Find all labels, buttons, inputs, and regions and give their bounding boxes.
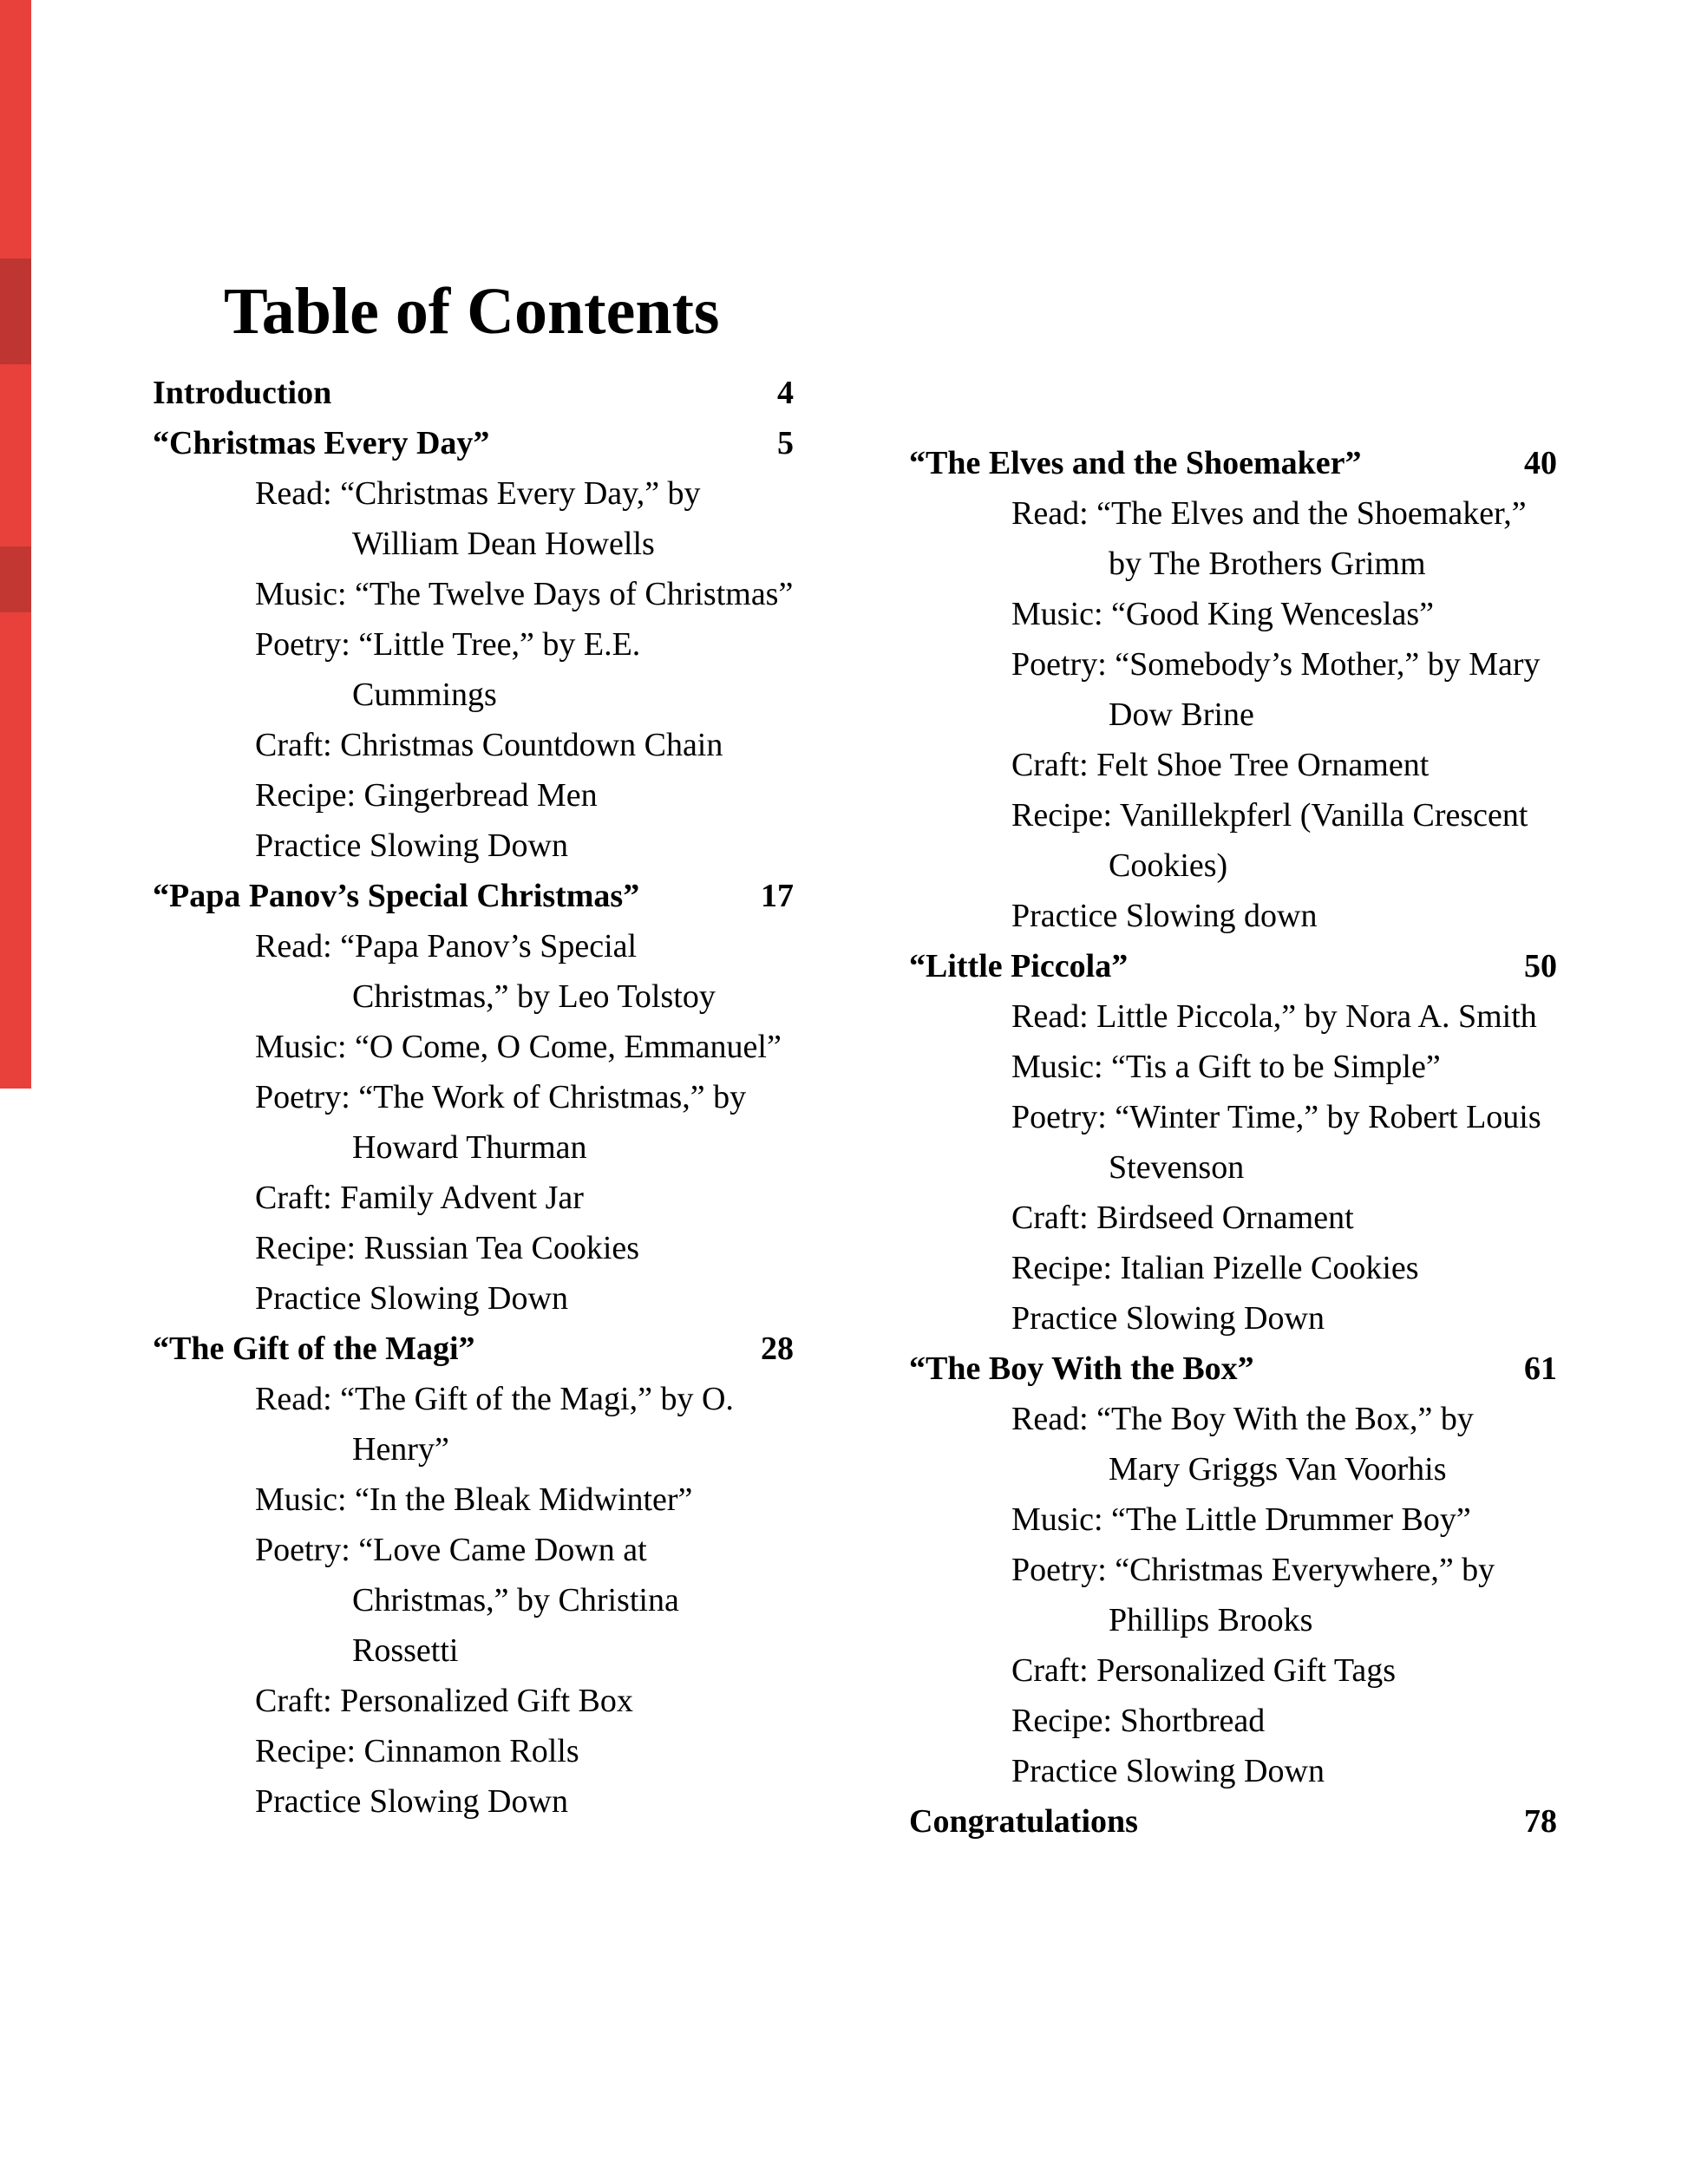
toc-entry-row: Music: “The Little Drummer Boy” <box>1011 1501 1471 1538</box>
toc-entry-row: Practice Slowing down <box>1011 898 1318 934</box>
toc-entry-row: Poetry: “Christmas Everywhere,” by <box>1011 1552 1495 1588</box>
toc-section-row <box>153 1324 794 1374</box>
toc-entry-row: Read: “The Boy With the Box,” by <box>1011 1401 1474 1437</box>
toc-left-column <box>153 368 794 1827</box>
toc-entry-row: Music: “The Twelve Days of Christmas” <box>255 576 794 612</box>
toc-section-row <box>909 1344 1557 1394</box>
toc-entry-row: Recipe: Shortbread <box>1011 1703 1266 1739</box>
toc-page-number: 61 <box>1524 1350 1557 1387</box>
toc-page-number: 4 <box>777 375 794 411</box>
toc-entry-row: Practice Slowing Down <box>255 827 568 864</box>
toc-entry-row: Poetry: “Love Came Down at <box>255 1532 647 1568</box>
page-title: Table of Contents <box>224 274 720 348</box>
toc-entry-row: Poetry: “Winter Time,” by Robert Louis <box>1011 1099 1541 1135</box>
toc-page-number: 78 <box>1524 1803 1557 1840</box>
toc-section-row <box>153 368 794 418</box>
toc-entry-row: Mary Griggs Van Voorhis <box>1109 1451 1447 1488</box>
toc-section-title: “Christmas Every Day” <box>153 425 490 461</box>
toc-section-title: “Little Piccola” <box>909 948 1129 984</box>
toc-section-row <box>909 1796 1557 1847</box>
toc-entry-row: Craft: Family Advent Jar <box>255 1180 584 1216</box>
toc-entry-row: Craft: Birdseed Ornament <box>1011 1200 1354 1236</box>
toc-entry-row: Music: “In the Bleak Midwinter” <box>255 1481 693 1518</box>
toc-entry-row: Poetry: “Little Tree,” by E.E. <box>255 626 641 663</box>
toc-entry-row: Practice Slowing Down <box>1011 1753 1325 1789</box>
toc-right-column <box>909 438 1557 1847</box>
toc-entry-row: Read: “Christmas Every Day,” by <box>255 475 701 512</box>
toc-entry-row: Read: Little Piccola,” by Nora A. Smith <box>1011 998 1537 1035</box>
toc-entry-row: Cummings <box>352 677 497 713</box>
toc-section-row <box>909 438 1557 488</box>
toc-entry-row: Henry” <box>352 1431 449 1468</box>
toc-entry-row: Read: “The Gift of the Magi,” by O. <box>255 1381 734 1417</box>
toc-entry-row: Practice Slowing Down <box>255 1280 568 1317</box>
toc-entry-row: Craft: Christmas Countdown Chain <box>255 727 723 763</box>
toc-entry-row: Music: “O Come, O Come, Emmanuel” <box>255 1029 782 1065</box>
toc-entry-row: Christmas,” by Christina <box>352 1582 679 1618</box>
toc-entry-row: Recipe: Italian Pizelle Cookies <box>1011 1250 1419 1286</box>
toc-entry-row: Practice Slowing Down <box>255 1783 568 1820</box>
toc-entry-row: Cookies) <box>1109 847 1228 884</box>
toc-section-title: “The Boy With the Box” <box>909 1350 1254 1387</box>
toc-section-row <box>153 871 794 921</box>
toc-section-title: Introduction <box>153 375 332 411</box>
toc-entry-row: Craft: Personalized Gift Tags <box>1011 1652 1397 1689</box>
toc-entry-row: William Dean Howells <box>352 526 655 562</box>
toc-entry-row: Recipe: Russian Tea Cookies <box>255 1230 640 1266</box>
toc-section-title: “The Gift of the Magi” <box>153 1331 475 1367</box>
toc-entry-row: Stevenson <box>1109 1149 1245 1186</box>
toc-entry-row: Recipe: Vanillekpferl (Vanilla Crescent <box>1011 797 1528 834</box>
toc-entry-row: by The Brothers Grimm <box>1109 546 1426 582</box>
toc-entry-row: Rossetti <box>352 1632 459 1669</box>
toc-page-number: 28 <box>761 1331 794 1367</box>
toc-section-title: “The Elves and the Shoemaker” <box>909 445 1362 481</box>
toc-section-title: Congratulations <box>909 1803 1138 1840</box>
toc-section-row <box>153 418 794 468</box>
toc-section-title: “Papa Panov’s Special Christmas” <box>153 878 640 914</box>
toc-page-number: 40 <box>1524 445 1557 481</box>
toc-entry-row: Christmas,” by Leo Tolstoy <box>352 978 716 1015</box>
left-edge-red-stripe <box>0 0 31 1089</box>
toc-entry-row: Howard Thurman <box>352 1129 587 1166</box>
toc-entry-row: Phillips Brooks <box>1109 1602 1313 1638</box>
toc-entry-row: Craft: Personalized Gift Box <box>255 1683 633 1719</box>
toc-entry-row: Music: “Good King Wenceslas” <box>1011 596 1434 632</box>
toc-entry-row: Poetry: “Somebody’s Mother,” by Mary <box>1011 646 1541 683</box>
toc-entry-row: Recipe: Cinnamon Rolls <box>255 1733 579 1769</box>
toc-section-row <box>909 941 1557 991</box>
toc-page-number: 5 <box>777 425 794 461</box>
toc-page-number: 17 <box>761 878 794 914</box>
toc-entry-row: Read: “Papa Panov’s Special <box>255 928 638 964</box>
toc-entry-row: Poetry: “The Work of Christmas,” by <box>255 1079 747 1115</box>
toc-entry-row: Recipe: Gingerbread Men <box>255 777 598 814</box>
toc-entry-row: Practice Slowing Down <box>1011 1300 1325 1337</box>
toc-entry-row: Music: “Tis a Gift to be Simple” <box>1011 1049 1441 1085</box>
toc-page-number: 50 <box>1524 948 1557 984</box>
toc-entry-row: Read: “The Elves and the Shoemaker,” <box>1011 495 1527 532</box>
toc-entry-row: Dow Brine <box>1109 696 1254 733</box>
toc-entry-row: Craft: Felt Shoe Tree Ornament <box>1011 747 1430 783</box>
